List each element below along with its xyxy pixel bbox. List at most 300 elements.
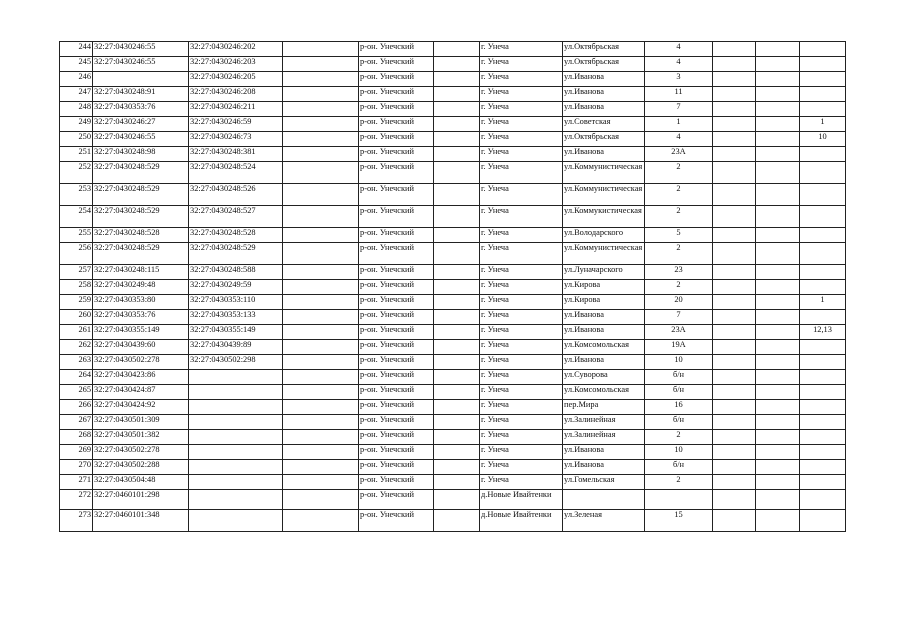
note-cell: 1 (800, 117, 846, 132)
street-cell: ул.Коммукистическая (563, 206, 645, 228)
empty-cell (434, 430, 480, 445)
house-number-cell: 10 (645, 355, 713, 370)
note-cell (800, 385, 846, 400)
empty-cell (283, 147, 359, 162)
empty-cell (756, 490, 800, 510)
note-cell (800, 57, 846, 72)
empty-cell (283, 206, 359, 228)
cadastral-number-cell: 32:27:0430248:98 (93, 147, 189, 162)
district-cell: р-он. Унечский (359, 490, 434, 510)
row-number-cell: 272 (60, 490, 93, 510)
object-cadastral-number-cell (189, 445, 283, 460)
cadastral-number-cell: 32:27:0430246:55 (93, 57, 189, 72)
table-row (60, 57, 846, 72)
empty-cell (713, 132, 756, 147)
note-cell (800, 510, 846, 532)
empty-cell (756, 57, 800, 72)
district-cell: р-он. Унечский (359, 370, 434, 385)
street-cell: ул.Советская (563, 117, 645, 132)
house-number-cell: 15 (645, 510, 713, 532)
house-number-cell: 4 (645, 132, 713, 147)
table-row (60, 117, 846, 132)
row-number-cell: 269 (60, 445, 93, 460)
locality-cell: г. Унеча (480, 475, 563, 490)
object-cadastral-number-cell (189, 400, 283, 415)
district-cell: р-он. Унечский (359, 325, 434, 340)
object-cadastral-number-cell (189, 370, 283, 385)
note-cell (800, 42, 846, 57)
empty-cell (434, 310, 480, 325)
empty-cell (756, 475, 800, 490)
table-row (60, 265, 846, 280)
cadastral-number-cell: 32:27:0430248:115 (93, 265, 189, 280)
street-cell: ул.Октябрьская (563, 132, 645, 147)
district-cell: р-он. Унечский (359, 430, 434, 445)
object-cadastral-number-cell: 32:27:0430248:528 (189, 228, 283, 243)
cadastral-number-cell: 32:27:0430353:80 (93, 295, 189, 310)
district-cell: р-он. Унечский (359, 445, 434, 460)
empty-cell (713, 340, 756, 355)
object-cadastral-number-cell (189, 490, 283, 510)
empty-cell (283, 280, 359, 295)
empty-cell (713, 475, 756, 490)
object-cadastral-number-cell: 32:27:0430248:526 (189, 184, 283, 206)
note-cell (800, 72, 846, 87)
table-row (60, 243, 846, 265)
street-cell: ул.Гомельская (563, 475, 645, 490)
cadastral-number-cell: 32:27:0430353:76 (93, 310, 189, 325)
street-cell: ул.Иванова (563, 325, 645, 340)
street-cell: ул.Иванова (563, 102, 645, 117)
locality-cell: г. Унеча (480, 57, 563, 72)
empty-cell (283, 184, 359, 206)
cadastral-number-cell: 32:27:0430249:48 (93, 280, 189, 295)
empty-cell (283, 228, 359, 243)
empty-cell (283, 385, 359, 400)
house-number-cell: б/н (645, 460, 713, 475)
locality-cell: г. Унеча (480, 325, 563, 340)
note-cell (800, 310, 846, 325)
cadastral-number-cell: 32:27:0430502:278 (93, 355, 189, 370)
street-cell: ул.Иванова (563, 460, 645, 475)
table-row (60, 184, 846, 206)
empty-cell (434, 228, 480, 243)
district-cell: р-он. Унечский (359, 510, 434, 532)
empty-cell (434, 475, 480, 490)
cadastral-number-cell: 32:27:0430246:27 (93, 117, 189, 132)
district-cell: р-он. Унечский (359, 310, 434, 325)
empty-cell (713, 445, 756, 460)
locality-cell: г. Унеча (480, 400, 563, 415)
street-cell (563, 490, 645, 510)
note-cell (800, 280, 846, 295)
table-row (60, 355, 846, 370)
note-cell (800, 87, 846, 102)
empty-cell (283, 72, 359, 87)
street-cell: ул.Октябрьская (563, 57, 645, 72)
locality-cell: г. Унеча (480, 370, 563, 385)
locality-cell: г. Унеча (480, 102, 563, 117)
cadastral-number-cell: 32:27:0430501:382 (93, 430, 189, 445)
cadastral-number-cell: 32:27:0430248:529 (93, 162, 189, 184)
object-cadastral-number-cell: 32:27:0430249:59 (189, 280, 283, 295)
house-number-cell: 3 (645, 72, 713, 87)
empty-cell (283, 265, 359, 280)
district-cell: р-он. Унечский (359, 460, 434, 475)
document-page (59, 41, 846, 532)
table-row (60, 87, 846, 102)
row-number-cell: 270 (60, 460, 93, 475)
empty-cell (756, 400, 800, 415)
house-number-cell: б/н (645, 370, 713, 385)
district-cell: р-он. Унечский (359, 132, 434, 147)
note-cell (800, 460, 846, 475)
street-cell: ул.Коммунистическая (563, 243, 645, 265)
house-number-cell: 10 (645, 445, 713, 460)
district-cell: р-он. Унечский (359, 400, 434, 415)
object-cadastral-number-cell: 32:27:0430246:202 (189, 42, 283, 57)
empty-cell (756, 162, 800, 184)
object-cadastral-number-cell (189, 510, 283, 532)
empty-cell (713, 310, 756, 325)
house-number-cell: 1 (645, 117, 713, 132)
empty-cell (283, 42, 359, 57)
empty-cell (756, 243, 800, 265)
empty-cell (756, 72, 800, 87)
empty-cell (434, 265, 480, 280)
locality-cell: г. Унеча (480, 228, 563, 243)
district-cell: р-он. Унечский (359, 87, 434, 102)
district-cell: р-он. Унечский (359, 42, 434, 57)
table-row (60, 42, 846, 57)
district-cell: р-он. Унечский (359, 206, 434, 228)
object-cadastral-number-cell: 32:27:0430246:59 (189, 117, 283, 132)
empty-cell (713, 510, 756, 532)
empty-cell (713, 280, 756, 295)
house-number-cell: б/н (645, 415, 713, 430)
cadastral-number-cell: 32:27:0430424:92 (93, 400, 189, 415)
empty-cell (713, 295, 756, 310)
district-cell: р-он. Унечский (359, 243, 434, 265)
street-cell: ул.Луначарского (563, 265, 645, 280)
locality-cell: г. Унеча (480, 280, 563, 295)
locality-cell: г. Унеча (480, 42, 563, 57)
object-cadastral-number-cell (189, 385, 283, 400)
house-number-cell: 2 (645, 475, 713, 490)
table-row (60, 280, 846, 295)
empty-cell (434, 42, 480, 57)
empty-cell (756, 102, 800, 117)
note-cell (800, 184, 846, 206)
row-number-cell: 265 (60, 385, 93, 400)
house-number-cell: 2 (645, 430, 713, 445)
locality-cell: г. Унеча (480, 243, 563, 265)
district-cell: р-он. Унечский (359, 265, 434, 280)
row-number-cell: 247 (60, 87, 93, 102)
empty-cell (713, 87, 756, 102)
cadastral-number-cell (93, 72, 189, 87)
empty-cell (283, 445, 359, 460)
object-cadastral-number-cell: 32:27:0430353:133 (189, 310, 283, 325)
district-cell: р-он. Унечский (359, 162, 434, 184)
empty-cell (713, 162, 756, 184)
table-row (60, 162, 846, 184)
table-row (60, 385, 846, 400)
empty-cell (756, 280, 800, 295)
cadastral-number-cell: 32:27:0430248:529 (93, 206, 189, 228)
note-cell (800, 265, 846, 280)
row-number-cell: 255 (60, 228, 93, 243)
object-cadastral-number-cell: 32:27:0430246:208 (189, 87, 283, 102)
house-number-cell: 23 (645, 265, 713, 280)
empty-cell (434, 117, 480, 132)
cadastral-number-cell: 32:27:0430502:288 (93, 460, 189, 475)
empty-cell (756, 265, 800, 280)
cadastral-number-cell: 32:27:0430355:149 (93, 325, 189, 340)
locality-cell: г. Унеча (480, 117, 563, 132)
empty-cell (756, 310, 800, 325)
row-number-cell: 259 (60, 295, 93, 310)
district-cell: р-он. Унечский (359, 415, 434, 430)
empty-cell (756, 445, 800, 460)
note-cell: 10 (800, 132, 846, 147)
empty-cell (283, 430, 359, 445)
row-number-cell: 261 (60, 325, 93, 340)
empty-cell (756, 385, 800, 400)
note-cell (800, 102, 846, 117)
cadastral-number-cell: 32:27:0430501:309 (93, 415, 189, 430)
empty-cell (713, 206, 756, 228)
locality-cell: г. Унеча (480, 430, 563, 445)
street-cell: ул.Кирова (563, 280, 645, 295)
locality-cell: г. Унеча (480, 415, 563, 430)
register-table (59, 41, 846, 532)
empty-cell (283, 243, 359, 265)
empty-cell (434, 295, 480, 310)
district-cell: р-он. Унечский (359, 72, 434, 87)
table-row (60, 415, 846, 430)
cadastral-number-cell: 32:27:0430248:528 (93, 228, 189, 243)
locality-cell: г. Унеча (480, 184, 563, 206)
district-cell: р-он. Унечский (359, 57, 434, 72)
house-number-cell: 5 (645, 228, 713, 243)
street-cell: ул.Залинейная (563, 430, 645, 445)
empty-cell (283, 460, 359, 475)
empty-cell (434, 370, 480, 385)
note-cell (800, 147, 846, 162)
empty-cell (434, 340, 480, 355)
locality-cell: д.Новые Ивайтенки (480, 510, 563, 532)
street-cell: ул.Октябрьская (563, 42, 645, 57)
house-number-cell (645, 490, 713, 510)
empty-cell (283, 340, 359, 355)
row-number-cell: 253 (60, 184, 93, 206)
district-cell: р-он. Унечский (359, 228, 434, 243)
empty-cell (756, 340, 800, 355)
house-number-cell: 19А (645, 340, 713, 355)
district-cell: р-он. Унечский (359, 280, 434, 295)
row-number-cell: 249 (60, 117, 93, 132)
table-row (60, 510, 846, 532)
empty-cell (756, 206, 800, 228)
empty-cell (283, 510, 359, 532)
row-number-cell: 258 (60, 280, 93, 295)
empty-cell (283, 57, 359, 72)
empty-cell (756, 460, 800, 475)
empty-cell (756, 87, 800, 102)
table-row (60, 400, 846, 415)
empty-cell (283, 117, 359, 132)
house-number-cell: 23А (645, 147, 713, 162)
empty-cell (434, 280, 480, 295)
table-row (60, 102, 846, 117)
empty-cell (713, 102, 756, 117)
street-cell: ул.Зеленая (563, 510, 645, 532)
object-cadastral-number-cell: 32:27:0430248:588 (189, 265, 283, 280)
street-cell: пер.Мира (563, 400, 645, 415)
cadastral-number-cell: 32:27:0430248:91 (93, 87, 189, 102)
empty-cell (283, 162, 359, 184)
empty-cell (756, 295, 800, 310)
empty-cell (283, 325, 359, 340)
locality-cell: г. Унеча (480, 460, 563, 475)
note-cell: 1 (800, 295, 846, 310)
cadastral-number-cell: 32:27:0430353:76 (93, 102, 189, 117)
empty-cell (756, 355, 800, 370)
empty-cell (283, 102, 359, 117)
empty-cell (434, 147, 480, 162)
object-cadastral-number-cell: 32:27:0430246:211 (189, 102, 283, 117)
empty-cell (756, 184, 800, 206)
empty-cell (434, 325, 480, 340)
empty-cell (434, 445, 480, 460)
empty-cell (283, 310, 359, 325)
locality-cell: г. Унеча (480, 295, 563, 310)
locality-cell: г. Унеча (480, 265, 563, 280)
empty-cell (713, 490, 756, 510)
empty-cell (756, 228, 800, 243)
empty-cell (283, 132, 359, 147)
note-cell (800, 415, 846, 430)
cadastral-number-cell: 32:27:0430248:529 (93, 184, 189, 206)
empty-cell (713, 57, 756, 72)
object-cadastral-number-cell: 32:27:0430246:205 (189, 72, 283, 87)
row-number-cell: 264 (60, 370, 93, 385)
empty-cell (434, 162, 480, 184)
empty-cell (283, 475, 359, 490)
street-cell: ул.Володарского (563, 228, 645, 243)
empty-cell (756, 510, 800, 532)
row-number-cell: 256 (60, 243, 93, 265)
district-cell: р-он. Унечский (359, 475, 434, 490)
house-number-cell: 2 (645, 184, 713, 206)
table-body (60, 42, 846, 532)
object-cadastral-number-cell: 32:27:0430246:73 (189, 132, 283, 147)
table-row (60, 295, 846, 310)
house-number-cell: 20 (645, 295, 713, 310)
house-number-cell: 7 (645, 102, 713, 117)
empty-cell (756, 430, 800, 445)
cadastral-number-cell: 32:27:0460101:348 (93, 510, 189, 532)
object-cadastral-number-cell: 32:27:0430439:89 (189, 340, 283, 355)
cadastral-number-cell: 32:27:0460101:298 (93, 490, 189, 510)
empty-cell (713, 243, 756, 265)
object-cadastral-number-cell: 32:27:0430248:529 (189, 243, 283, 265)
district-cell: р-он. Унечский (359, 340, 434, 355)
empty-cell (713, 72, 756, 87)
row-number-cell: 246 (60, 72, 93, 87)
object-cadastral-number-cell (189, 475, 283, 490)
object-cadastral-number-cell: 32:27:0430248:381 (189, 147, 283, 162)
empty-cell (434, 206, 480, 228)
empty-cell (283, 295, 359, 310)
empty-cell (756, 42, 800, 57)
street-cell: ул.Залинейная (563, 415, 645, 430)
locality-cell: г. Унеча (480, 445, 563, 460)
note-cell (800, 400, 846, 415)
empty-cell (283, 355, 359, 370)
empty-cell (434, 184, 480, 206)
empty-cell (713, 147, 756, 162)
street-cell: ул.Комсомольская (563, 385, 645, 400)
cadastral-number-cell: 32:27:0430246:55 (93, 42, 189, 57)
locality-cell: г. Унеча (480, 87, 563, 102)
row-number-cell: 271 (60, 475, 93, 490)
table-row (60, 228, 846, 243)
house-number-cell: 4 (645, 42, 713, 57)
cadastral-number-cell: 32:27:0430423:86 (93, 370, 189, 385)
street-cell: ул.Иванова (563, 310, 645, 325)
note-cell (800, 228, 846, 243)
empty-cell (434, 355, 480, 370)
street-cell: ул.Суворова (563, 370, 645, 385)
empty-cell (434, 510, 480, 532)
note-cell (800, 340, 846, 355)
object-cadastral-number-cell: 32:27:0430355:149 (189, 325, 283, 340)
row-number-cell: 250 (60, 132, 93, 147)
empty-cell (713, 430, 756, 445)
note-cell: 12,13 (800, 325, 846, 340)
note-cell (800, 206, 846, 228)
note-cell (800, 370, 846, 385)
street-cell: ул.Иванова (563, 445, 645, 460)
locality-cell: г. Унеча (480, 147, 563, 162)
empty-cell (713, 325, 756, 340)
empty-cell (756, 117, 800, 132)
locality-cell: г. Унеча (480, 385, 563, 400)
cadastral-number-cell: 32:27:0430439:60 (93, 340, 189, 355)
table-row (60, 430, 846, 445)
table-row (60, 206, 846, 228)
cadastral-number-cell: 32:27:0430502:278 (93, 445, 189, 460)
object-cadastral-number-cell: 32:27:0430353:110 (189, 295, 283, 310)
row-number-cell: 257 (60, 265, 93, 280)
cadastral-number-cell: 32:27:0430246:55 (93, 132, 189, 147)
empty-cell (713, 184, 756, 206)
street-cell: ул.Иванова (563, 87, 645, 102)
object-cadastral-number-cell: 32:27:0430248:524 (189, 162, 283, 184)
note-cell (800, 475, 846, 490)
object-cadastral-number-cell (189, 415, 283, 430)
row-number-cell: 251 (60, 147, 93, 162)
empty-cell (713, 228, 756, 243)
empty-cell (713, 265, 756, 280)
district-cell: р-он. Унечский (359, 184, 434, 206)
row-number-cell: 267 (60, 415, 93, 430)
note-cell (800, 243, 846, 265)
empty-cell (434, 72, 480, 87)
empty-cell (756, 370, 800, 385)
